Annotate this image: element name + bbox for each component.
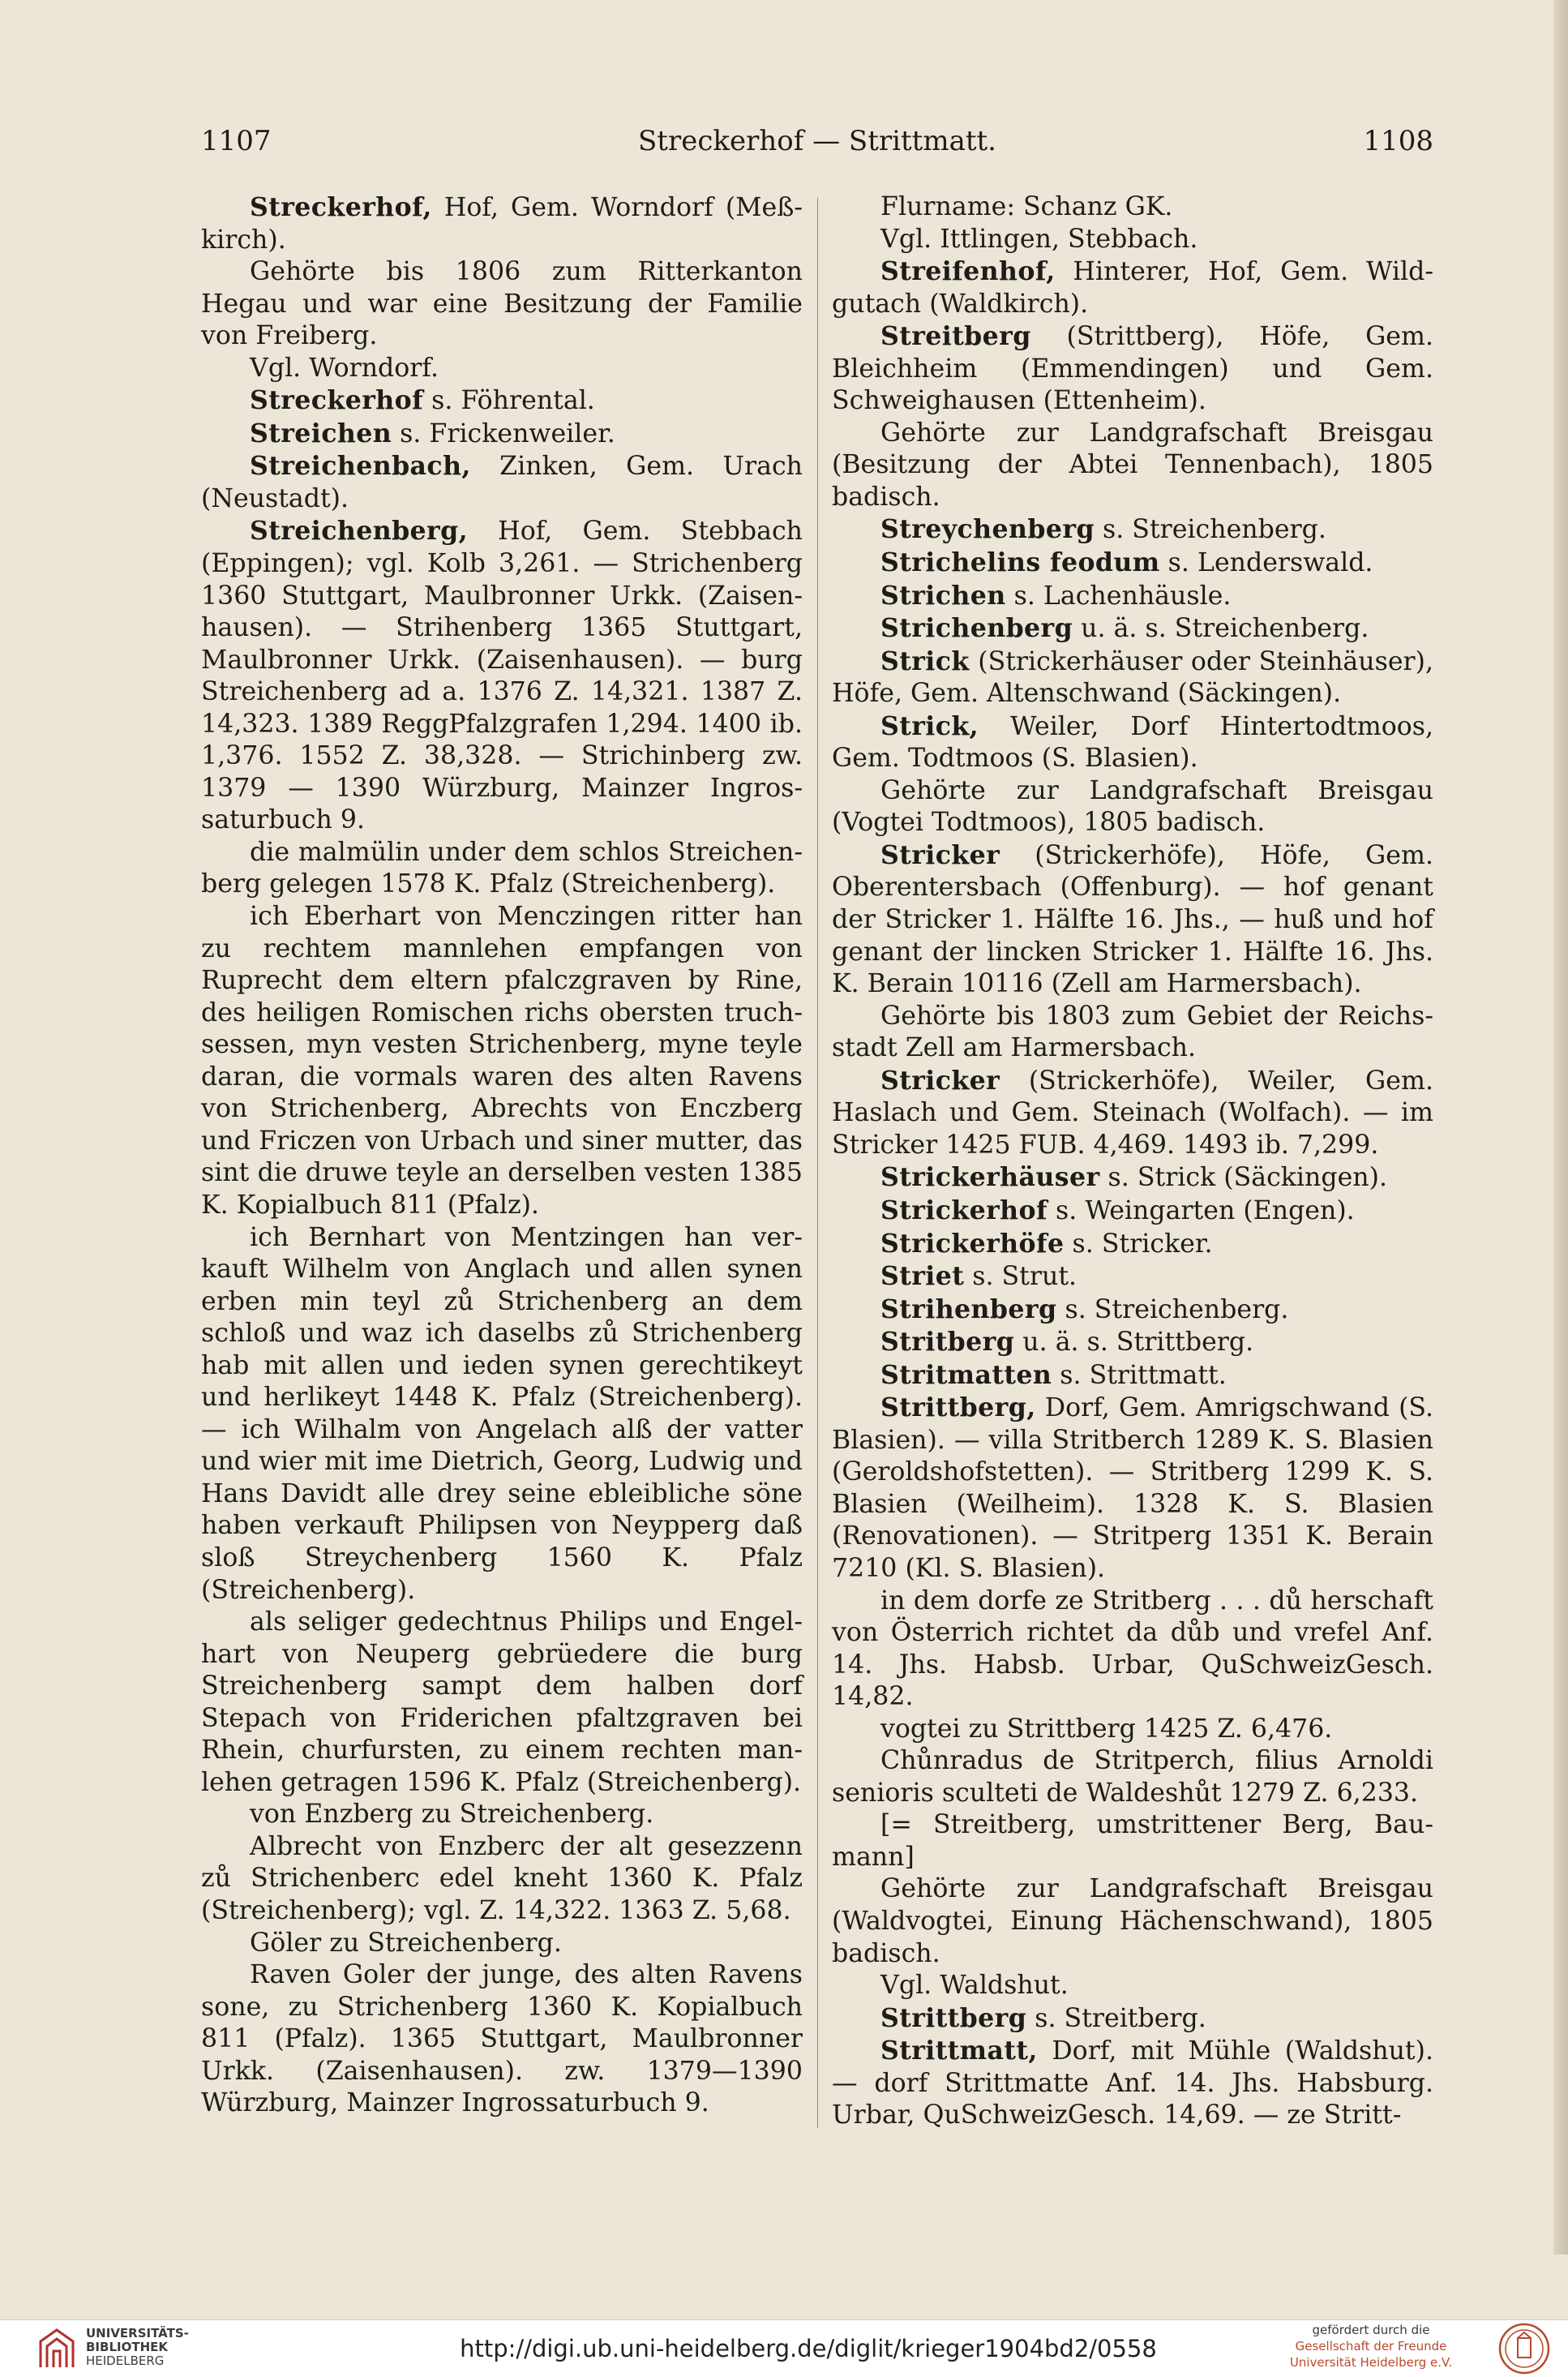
entry-lemma: Strickerhöfe bbox=[880, 1228, 1065, 1259]
entry bbox=[201, 191, 803, 256]
entry bbox=[201, 256, 803, 353]
entry-text: (Strittberg), Höfe, Gem. Bleichheim (Emmendingen) und Gem. Schweighausen (Ettenheim). bbox=[832, 322, 1433, 416]
entry bbox=[201, 353, 803, 385]
entry bbox=[832, 1260, 1433, 1294]
entry bbox=[832, 1228, 1433, 1261]
entry bbox=[832, 1359, 1433, 1392]
page-number-right: 1108 bbox=[1363, 125, 1433, 157]
entry-lemma: Strittmatt, bbox=[880, 2036, 1038, 2066]
entry-lemma: Streichenbach, bbox=[250, 451, 471, 482]
entry bbox=[832, 1970, 1433, 2002]
sponsor-line-2: Gesellschaft der Freunde bbox=[1295, 2339, 1447, 2353]
entry bbox=[201, 450, 803, 515]
right-column bbox=[832, 191, 1433, 2132]
entry-text: s. Lachenhäusle. bbox=[1005, 581, 1232, 611]
entry-lemma: Striet bbox=[880, 1261, 965, 1292]
entry-text: Dorf, Gem. Amrigschwand (S. Blasien). — villa Stritberch 1289 K. S. Blasien (Geroldshofstetten). — Stritberg 1299 K. S. Blasien (Weilheim). 1328 K. S. Blasien (Renovationen). — Stritperg 1351 K. Berain 7210 (Kl. S. Blasien). bbox=[832, 1393, 1433, 1583]
entry bbox=[201, 1222, 803, 1607]
entry bbox=[201, 515, 803, 836]
entry-text: [= Streitberg, umstrittener Berg, Baumann] bbox=[832, 1810, 1433, 1872]
entry bbox=[832, 1873, 1433, 1970]
entry-text: Hof, Gem. Worndorf (Meßkirch). bbox=[201, 193, 803, 255]
entry-lemma: Strickerhäuser bbox=[880, 1162, 1100, 1193]
sponsor-text bbox=[1262, 2322, 1480, 2371]
entry-lemma: Stritmatten bbox=[880, 1359, 1052, 1390]
entry bbox=[201, 901, 803, 1221]
entry-text: Albrecht von Enzberc der alt gesezzenn zů Strichenberc edel kneht 1360 K. Pfalz (Streichenberg); vgl. Z. 14,322. 1363 Z. 5,68. bbox=[201, 1831, 803, 1925]
entry-lemma: Streichen bbox=[250, 418, 392, 448]
entry-text: s. Streitberg. bbox=[1026, 2003, 1206, 2033]
entry-lemma: Streckerhof, bbox=[250, 192, 432, 222]
entry-text: u. ä. s. Strittberg. bbox=[1014, 1328, 1254, 1358]
entry bbox=[201, 837, 803, 901]
entry bbox=[832, 1585, 1433, 1714]
entry-lemma: Stricker bbox=[880, 839, 1000, 870]
entry-text: s. Streichenberg. bbox=[1094, 515, 1326, 545]
entry-text: Vgl. Waldshut. bbox=[880, 1971, 1069, 2001]
column-divider bbox=[817, 198, 818, 2128]
entry-text: die malmülin under dem schlos Streichenberg gelegen 1578 K. Pfalz (Streichenberg). bbox=[201, 837, 803, 899]
entry bbox=[832, 1195, 1433, 1228]
entry-text: Gehörte zur Landgrafschaft Breisgau (Vogtei Todtmoos), 1805 badisch. bbox=[832, 775, 1433, 838]
entry bbox=[832, 320, 1433, 418]
entry bbox=[832, 1809, 1433, 1873]
entry-lemma: Streckerhof bbox=[250, 385, 424, 416]
entry bbox=[832, 1714, 1433, 1746]
entry bbox=[832, 1065, 1433, 1162]
entry bbox=[832, 710, 1433, 775]
entry-lemma: Strickerhof bbox=[880, 1195, 1047, 1225]
entry bbox=[832, 255, 1433, 320]
entry-text: s. Stricker. bbox=[1064, 1229, 1213, 1259]
entry-text: Weiler, Dorf Hintertodtmoos, Gem. Todtmoos (S. Blasien). bbox=[832, 711, 1433, 774]
entry bbox=[832, 1745, 1433, 1809]
society-seal-icon bbox=[1489, 2322, 1560, 2375]
entry bbox=[832, 224, 1433, 256]
library-line-3: HEIDELBERG bbox=[86, 2353, 165, 2368]
library-line-2: BIBLIOTHEK bbox=[86, 2340, 168, 2354]
entry bbox=[832, 418, 1433, 514]
permalink-url[interactable]: http://digi.ub.uni-heidelberg.de/diglit/krieger1904bd2/0558 bbox=[460, 2335, 1157, 2362]
entry-text: (Strickerhäuser oder Steinhäuser), Höfe, Gem. Altenschwand (Säckingen). bbox=[832, 646, 1433, 709]
entry-text: ich Bernhart von Mentzingen han verkauft Wilhelm von Anglach und allen synen erben min teyl zů Strichenberg an dem schloß und waz ich daselbs zů Strichenberg hab mit allen und ieden synen gerechtikeyt und herlikeyt 1448 K. Pfalz (Streichenberg). — ich Wilhalm von Angelach alß der vatter und wier mit ime Dietrich, Georg, Ludwig und Hans Davidt alle drey seine ebleibliche söne haben verkauft Philipsen von Neypperg daß sloß Streychenberg 1560 K. Pfalz (Streichenberg). bbox=[201, 1222, 803, 1605]
entry-lemma: Stricker bbox=[880, 1065, 1000, 1096]
footer-bar bbox=[0, 2319, 1568, 2377]
running-title: Streckerhof — Strittmatt. bbox=[638, 125, 996, 157]
entry bbox=[832, 612, 1433, 646]
entry bbox=[832, 646, 1433, 710]
page-edge bbox=[1553, 0, 1568, 2255]
entry bbox=[832, 1001, 1433, 1065]
entry bbox=[201, 1799, 803, 1831]
entry-lemma: Streitberg bbox=[880, 321, 1031, 352]
entry bbox=[832, 1161, 1433, 1195]
entry-text: s. Föhrental. bbox=[423, 386, 595, 416]
entry-text: von Enzberg zu Streichenberg. bbox=[250, 1800, 654, 1830]
entry-text: Göler zu Streichenberg. bbox=[250, 1928, 562, 1958]
entry-text: s. Weingarten (Engen). bbox=[1047, 1195, 1355, 1225]
entry-lemma: Strichelins feodum bbox=[880, 547, 1160, 578]
entry-text: (Strickerhöfe), Weiler, Gem. Haslach und Gem. Steinach (Wolfach). — im Stricker 1425 FUB. 4,469. 1493 ib. 7,299. bbox=[832, 1066, 1433, 1160]
entry-lemma: Strick, bbox=[880, 710, 979, 741]
entry-lemma: Strihenberg bbox=[880, 1294, 1057, 1324]
entry bbox=[201, 1831, 803, 1928]
entry-lemma: Strittberg bbox=[880, 2002, 1027, 2033]
entry bbox=[832, 2035, 1433, 2132]
entry bbox=[832, 513, 1433, 547]
entry bbox=[832, 191, 1433, 224]
entry-lemma: Streichenberg, bbox=[250, 516, 468, 547]
entry-text: Gehörte zur Landgrafschaft Breisgau (Besitzung der Abtei Tennenbach), 1805 badisch. bbox=[832, 418, 1433, 512]
entry bbox=[201, 384, 803, 418]
entry-text: s. Streichenberg. bbox=[1056, 1294, 1289, 1324]
entry bbox=[201, 418, 803, 451]
entry-text: Hof, Gem. Stebbach (Eppingen); vgl. Kolb 3,261. — Strichenberg 1360 Stuttgart, Maulbronner Urkk. (Zaisenhausen). — Strihenberg 1365 Stuttgart, Maulbronner Urkk. (Zaisenhausen). — burg Streichenberg ad a. 1376 Z. 14,321. 1387 Z. 14,323. 1389 ReggPfalzgrafen 1,294. 1400 ib. 1,376. 1552 Z. 38,328. — Strichinberg zw. 1379 — 1390 Würzburg, Mainzer Ingrossaturbuch 9. bbox=[201, 517, 803, 835]
entry-text: s. Strittmatt. bbox=[1052, 1360, 1227, 1390]
entry-text: s. Strick (Säckingen). bbox=[1099, 1163, 1388, 1193]
entry-text: Hinterer, Hof, Gem. Wildgutach (Waldkirch). bbox=[832, 257, 1433, 319]
entry-lemma: Strichen bbox=[880, 580, 1006, 611]
entry-text: s. Strut. bbox=[964, 1262, 1077, 1292]
entry-text: Gehörte bis 1803 zum Gebiet der Reichsstadt Zell am Harmersbach. bbox=[832, 1001, 1433, 1063]
entry-text: Flurname: Schanz GK. bbox=[880, 192, 1173, 221]
entry bbox=[832, 2002, 1433, 2036]
entry-text: ich Eberhart von Menczingen ritter han zu rechtem mannlehen empfangen von Ruprecht dem eltern pfalczgraven by Rine, des heiligen Romischen richs obersten truchsessen, myn vesten Strichenberg, myne teyle daran, die vormals waren des alten Ravens von Strichenberg, Abrechts von Enczberg und Friczen von Urbach und siner mutter, das sint die druwe teyle an derselben vesten 1385 K. Kopialbuch 811 (Pfalz). bbox=[201, 902, 803, 1220]
entry-text: (Strickerhöfe), Höfe, Gem. Oberentersbach (Offenburg). — hof genant der Stricker 1. Hälfte 16. Jhs., — huß und hof genant der lincken Stricker 1. Hälfte 16. Jhs. K. Berain 10116 (Zell am Harmersbach). bbox=[832, 840, 1433, 999]
entry-lemma: Strick bbox=[880, 646, 970, 676]
entry-lemma: Streychenberg bbox=[880, 514, 1095, 545]
entry-text: u. ä. s. Streichenberg. bbox=[1073, 614, 1369, 644]
entry-text: Zinken, Gem. Urach (Neustadt). bbox=[201, 452, 803, 513]
entry-text: Dorf, mit Mühle (Waldshut). — dorf Strittmatte Anf. 14. Jhs. Habsburg. Urbar, QuSchweizGesch. 14,69. — ze Stritt- bbox=[832, 2036, 1433, 2130]
entry bbox=[832, 839, 1433, 1001]
entry bbox=[832, 775, 1433, 839]
entry-text: s. Lenderswald. bbox=[1159, 548, 1373, 578]
entry bbox=[832, 580, 1433, 613]
entry bbox=[832, 1294, 1433, 1327]
entry-text: als seliger gedechtnus Philips und Engelhart von Neuperg gebrüedere die burg Streichenberg sampt dem halben dorf Stepach von Friderichen pfaltzgraven bei Rhein, churfursten, zu einem rechten manlehen getragen 1596 K. Pfalz (Streichenberg). bbox=[201, 1607, 803, 1797]
sponsor-line-3: Universität Heidelberg e.V. bbox=[1289, 2355, 1453, 2370]
entry-lemma: Stritberg bbox=[880, 1327, 1015, 1358]
entry bbox=[201, 1928, 803, 1960]
entry bbox=[832, 1392, 1433, 1585]
sponsor-line-1: gefördert durch die bbox=[1312, 2323, 1430, 2337]
entry-text: Chůnradus de Stritperch, filius Arnoldi senioris sculteti de Waldeshůt 1279 Z. 6,233. bbox=[832, 1746, 1433, 1808]
page-number-left: 1107 bbox=[201, 125, 272, 157]
library-line-1: UNIVERSITÄTS- bbox=[86, 2326, 189, 2341]
entry-text: Raven Goler der junge, des alten Ravens sone, zu Strichenberg 1360 K. Kopialbuch 811 (Pfalz). 1365 Stuttgart, Maulbronner Urkk. (Zaisenhausen). zw. 1379—1390 Würzburg, Mainzer Ingrossaturbuch 9. bbox=[201, 1960, 803, 2118]
entry bbox=[201, 1607, 803, 1799]
entry-text: in dem dorfe ze Stritberg . . . dů herschaft von Österrich richtet da důb und vrefel Anf. 14. Jhs. Habsb. Urbar, QuSchweizGesch. 14,82. bbox=[832, 1585, 1433, 1712]
entry-lemma: Strittberg, bbox=[880, 1392, 1036, 1423]
entry-text: Gehörte zur Landgrafschaft Breisgau (Waldvogtei, Einung Hächenschwand), 1805 badisch. bbox=[832, 1874, 1433, 1968]
entry-lemma: Streifenhof, bbox=[880, 256, 1056, 287]
entry-text: s. Frickenweiler. bbox=[392, 418, 615, 448]
entry bbox=[832, 547, 1433, 580]
entry bbox=[832, 1326, 1433, 1359]
left-column bbox=[201, 191, 803, 2120]
entry-text: Gehörte bis 1806 zum Ritterkanton Hegau und war eine Besitzung der Familie von Freiberg. bbox=[201, 257, 803, 351]
entry-lemma: Strichenberg bbox=[880, 613, 1073, 644]
entry-text: Vgl. Ittlingen, Stebbach. bbox=[880, 224, 1198, 254]
entry-text: Vgl. Worndorf. bbox=[250, 353, 439, 383]
entry bbox=[201, 1959, 803, 2120]
running-header bbox=[201, 120, 1433, 162]
entry-text: vogtei zu Strittberg 1425 Z. 6,476. bbox=[880, 1714, 1333, 1744]
